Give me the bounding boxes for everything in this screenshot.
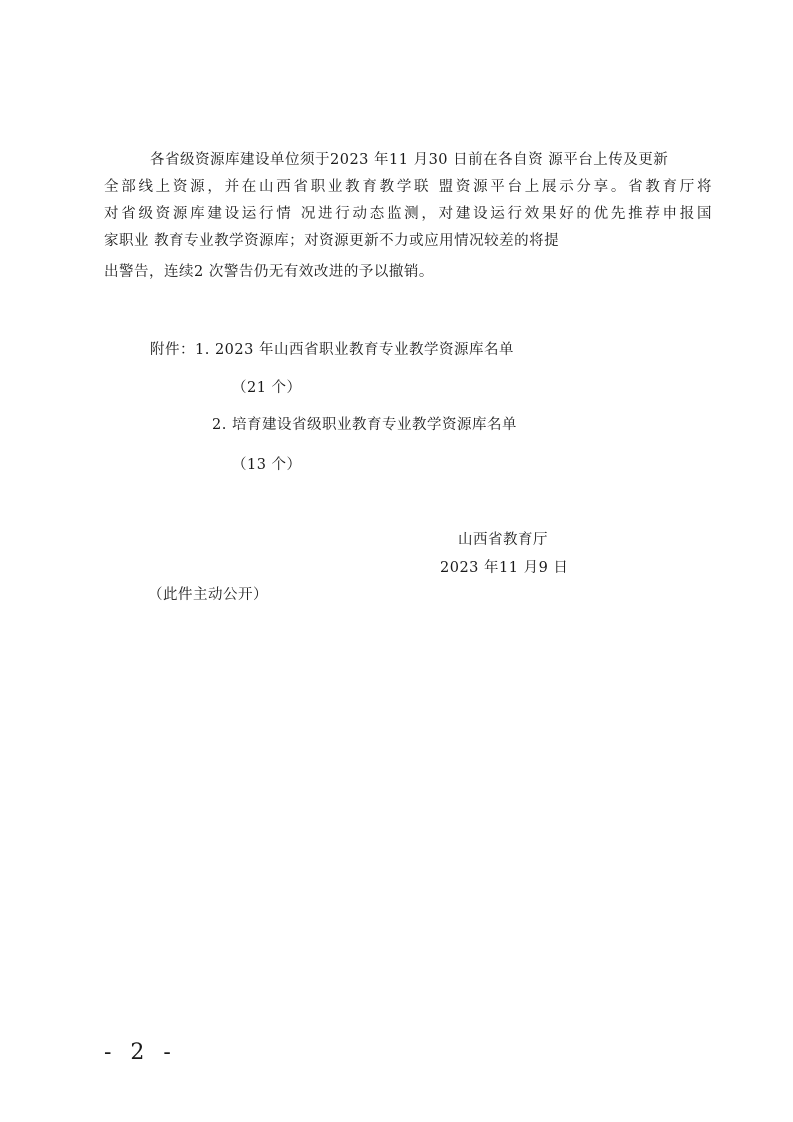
attachment-2-title: 2. 培育建设省级职业教育专业教学资源库名单 (212, 417, 517, 433)
paragraph-line-2: 全部线上资源，并在山西省职业教育教学联 盟资源平台上展示分享。省教育厅将 (104, 179, 712, 195)
page-number: - 2 - (104, 1040, 177, 1065)
signature-date: 2023 年11 月9 日 (440, 560, 569, 576)
attachment-2-count: （13 个） (232, 457, 302, 473)
attachment-1-count: （21 个） (232, 380, 302, 396)
paragraph-line-4: 家职业 教育专业教学资源库；对资源更新不力或应用情况较差的将提 (104, 233, 560, 249)
attachment-1-title: 附件：1. 2023 年山西省职业教育专业教学资源库名单 (150, 342, 514, 358)
paragraph-line-5: 出警告，连续2 次警告仍无有效改进的予以撤销。 (104, 264, 434, 280)
signature-organization: 山西省教育厅 (458, 532, 548, 548)
paragraph-line-3: 对省级资源库建设运行情 况进行动态监测，对建设运行效果好的优先推荐申报国 (104, 206, 712, 222)
paragraph-line-1: 各省级资源库建设单位须于2023 年11 月30 日前在各自资 源平台上传及更新 (150, 152, 669, 168)
disclosure-note: （此件主动公开） (148, 587, 268, 603)
